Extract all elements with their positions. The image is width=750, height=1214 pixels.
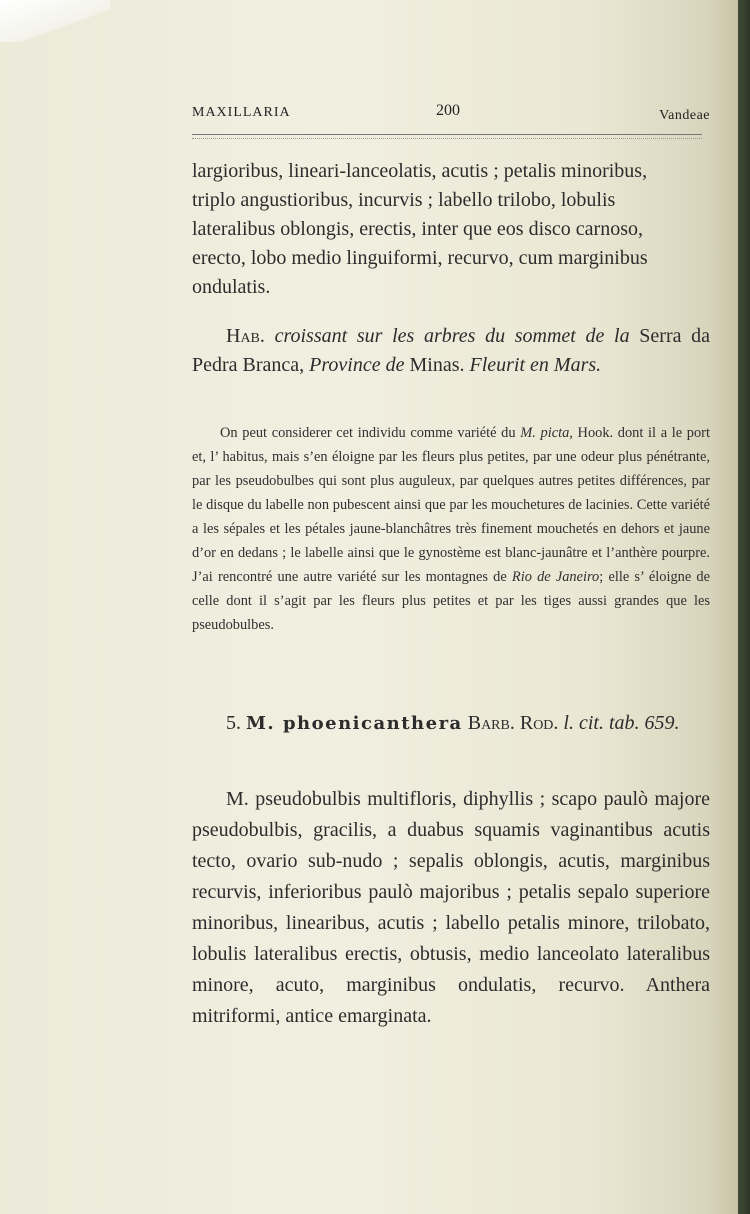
note-reference: M. picta, (520, 425, 573, 441)
text-line: ondulatis. (192, 276, 271, 298)
habitat-label: Hab. (226, 325, 265, 347)
page-number: 200 (436, 102, 460, 119)
note-text: ; elle s’ éloigne de celle dont il s’agit par les fleurs plus petites et par les tiges aussi grandes que les pseudobulbes. (192, 569, 711, 633)
note-text: On peut considerer cet individu comme variété du (220, 425, 516, 441)
text-line: erecto, lobo medio linguiformi, recurvo, cum marginibus (192, 247, 648, 269)
folded-page-corner (0, 0, 110, 42)
species-description (192, 784, 710, 1032)
text-line: triplo angustioribus, incurvis ; labello trilobo, lobulis (192, 189, 616, 211)
running-title: MAXILLARIA (192, 105, 291, 120)
species-author: Barb. Rod. (467, 712, 559, 734)
species-heading (192, 707, 710, 740)
continued-paragraph (192, 157, 710, 302)
description-text: M. pseudobulbis multifloris, diphyllis ; scapo paulò majore pseudobulbis, gracilis, a duabus squamis vaginantibus acutis tecto, ovario sub-nudo ; sepalis oblongis, acutis, marginibus recurvis, inferioribus paulò majoribus ; petalis sepalo superiore minoribus, linearibus, acutis ; labello petalis minore, trilobato, lobulis lateralibus erectis, obtusis, medio lanceolato lateralibus minore, acuto, marginibus ondulatis, recurvo. Anthera mitriformi, antice emarginata. (192, 788, 710, 1027)
note-reference: Rio de Janeiro (511, 569, 600, 585)
habitat-province-label: Province de (309, 354, 405, 376)
note-text: Hook. dont il a le port et, l’ habitus, mais s’en éloigne par les fleurs plus petites, par une odeur plus pénétrante, par les pseudobulbes qui sont plus auguleux, par quelques autres petites différences, par le disque du labelle non pubescent ainsi que par les mouchetures de lacinies. Cette variété a les sépales et les pétales jaune-blanchâtres très finement mouchetés en dehors et jaune d’or en dedans ; le labelle ainsi que le gynostème est blanc-jaunâtre et l’anthère pourpre. J’ai rencontré une autre variété sur les montagnes de (192, 425, 710, 585)
text-line: largioribus, lineari-lanceolatis, acutis ; petalis minoribus, (192, 160, 648, 182)
habitat-flowering: Fleurit en Mars. (469, 354, 602, 376)
habitat-locality: Serra da Pedra Branca, (192, 325, 711, 376)
habitat-text: croissant sur les arbres du sommet de la (274, 325, 630, 347)
section-name: Vandeae (659, 108, 710, 123)
variety-note (192, 421, 710, 637)
species-citation: l. cit. tab. 659. (563, 712, 680, 734)
habitat-province: Minas. (409, 354, 465, 376)
book-spine-edge (738, 0, 750, 1214)
habitat-paragraph (192, 322, 710, 380)
species-number: 5. (226, 712, 241, 734)
page-header (192, 102, 710, 128)
species-name: M. phoenicanthera (246, 713, 463, 734)
text-line: lateralibus oblongis, erectis, inter que eos disco carnoso, (192, 218, 643, 240)
header-rule (192, 134, 702, 139)
